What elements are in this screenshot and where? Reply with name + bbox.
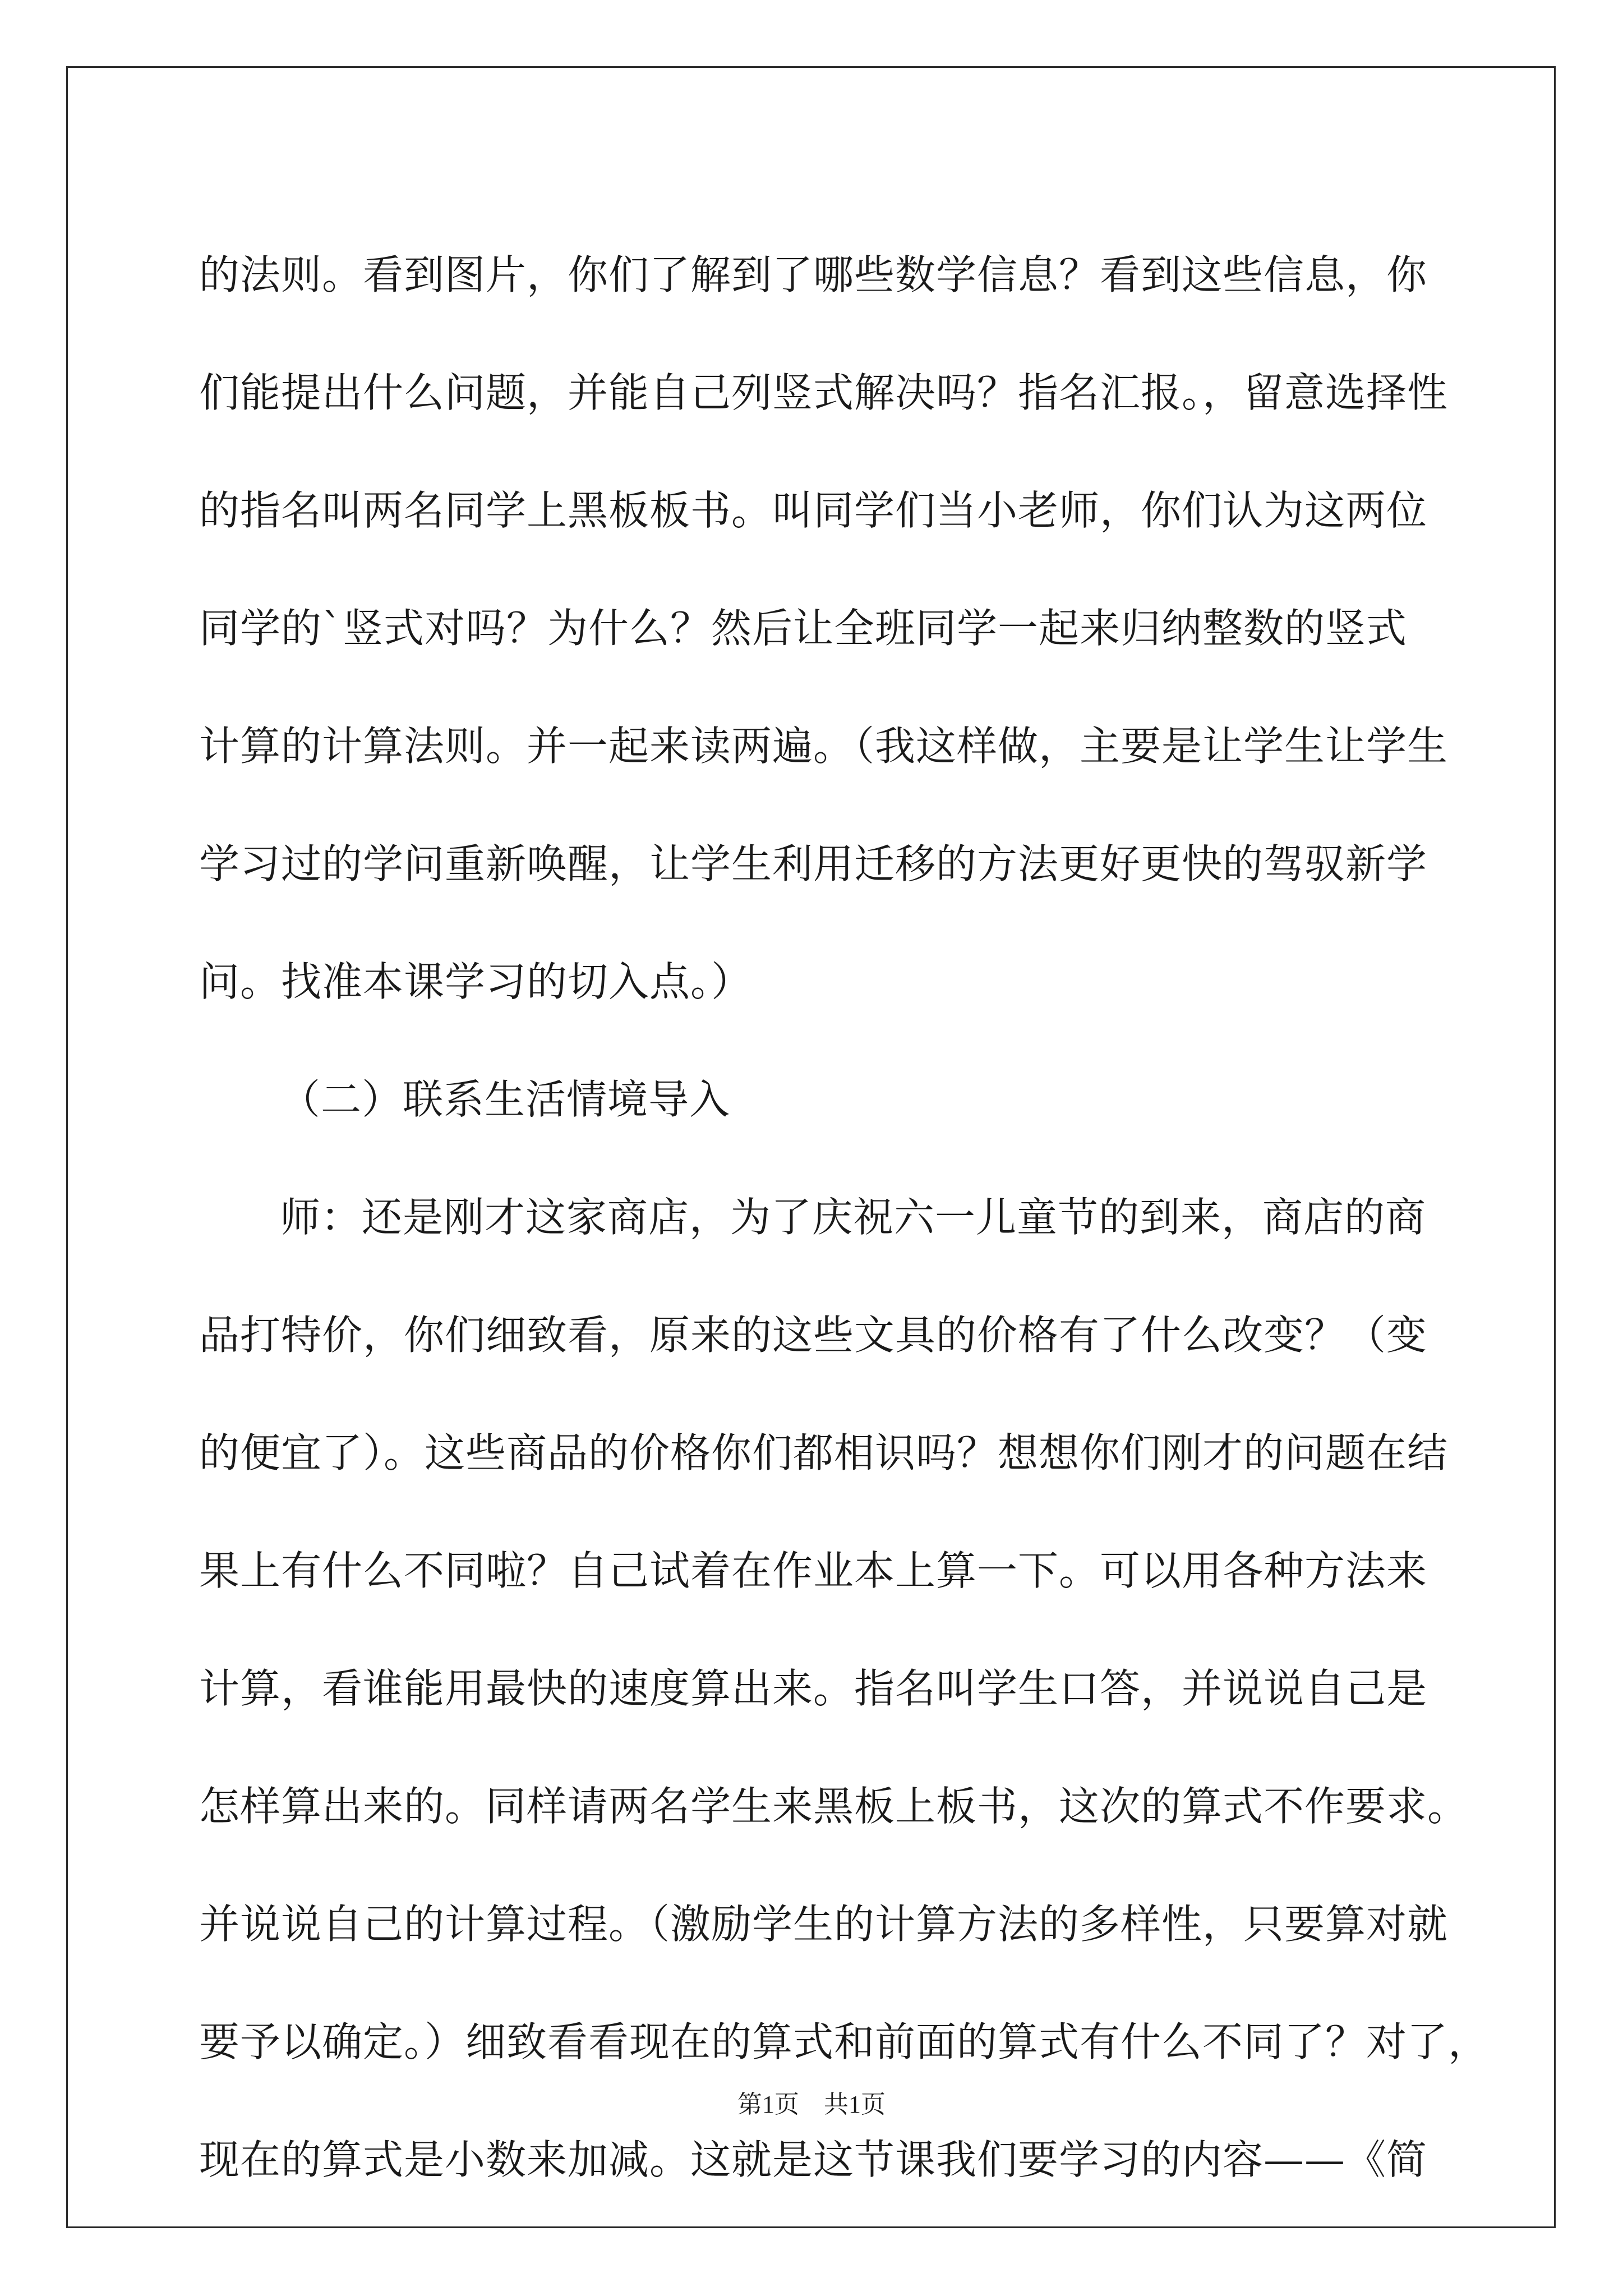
text-line: 怎样算出来的。同样请两名学生来黑板上板书，这次的算式不作要求。: [199, 1783, 1469, 1830]
text-line: 计算的计算法则。并一起来读两遍。（我这样做，主要是让学生让学生: [199, 723, 1449, 770]
text-line: 问。找准本课学习的切入点。）: [199, 958, 753, 1005]
section-heading: （二）联系生活情境导入: [280, 1076, 731, 1123]
text-line: 的法则。看到图片，你们了解到了哪些数学信息？看到这些信息，你: [199, 251, 1428, 298]
document-body: [199, 216, 1490, 2219]
text-line: 们能提出什么问题，并能自己列竖式解决吗？指名汇报。，留意选择性: [199, 369, 1449, 416]
text-line: 要予以确定。）细致看看现在的算式和前面的算式有什么不同了？对了，: [199, 2018, 1490, 2065]
text-line: 并说说自己的计算过程。（激励学生的计算方法的多样性，只要算对就: [199, 1901, 1449, 1948]
text-line: 同学的`竖式对吗？为什么？然后让全班同学一起来归纳整数的竖式: [199, 605, 1408, 652]
text-line: 果上有什么不同啦？自己试着在作业本上算一下。可以用各种方法来: [199, 1547, 1428, 1594]
paragraph-start: 师：还是刚才这家商店，为了庆祝六一儿童节的到来，商店的商: [280, 1194, 1427, 1241]
text-line: 现在的算式是小数来加减。这就是这节课我们要学习的内容——《简: [199, 2136, 1428, 2183]
text-line: 的便宜了）。这些商品的价格你们都相识吗？想想你们刚才的问题在结: [199, 1429, 1449, 1476]
text-line: 品打特价，你们细致看，原来的这些文具的价格有了什么改变？（变: [199, 1312, 1428, 1359]
text-line: 的指名叫两名同学上黑板板书。叫同学们当小老师，你们认为这两位: [199, 487, 1428, 534]
text-line: 计算，看谁能用最快的速度算出来。指名叫学生口答，并说说自己是: [199, 1665, 1428, 1712]
text-line: 学习过的学问重新唤醒，让学生利用迁移的方法更好更快的驾驭新学: [199, 840, 1428, 887]
page-footer: 第1页 共1页: [737, 2091, 886, 2118]
